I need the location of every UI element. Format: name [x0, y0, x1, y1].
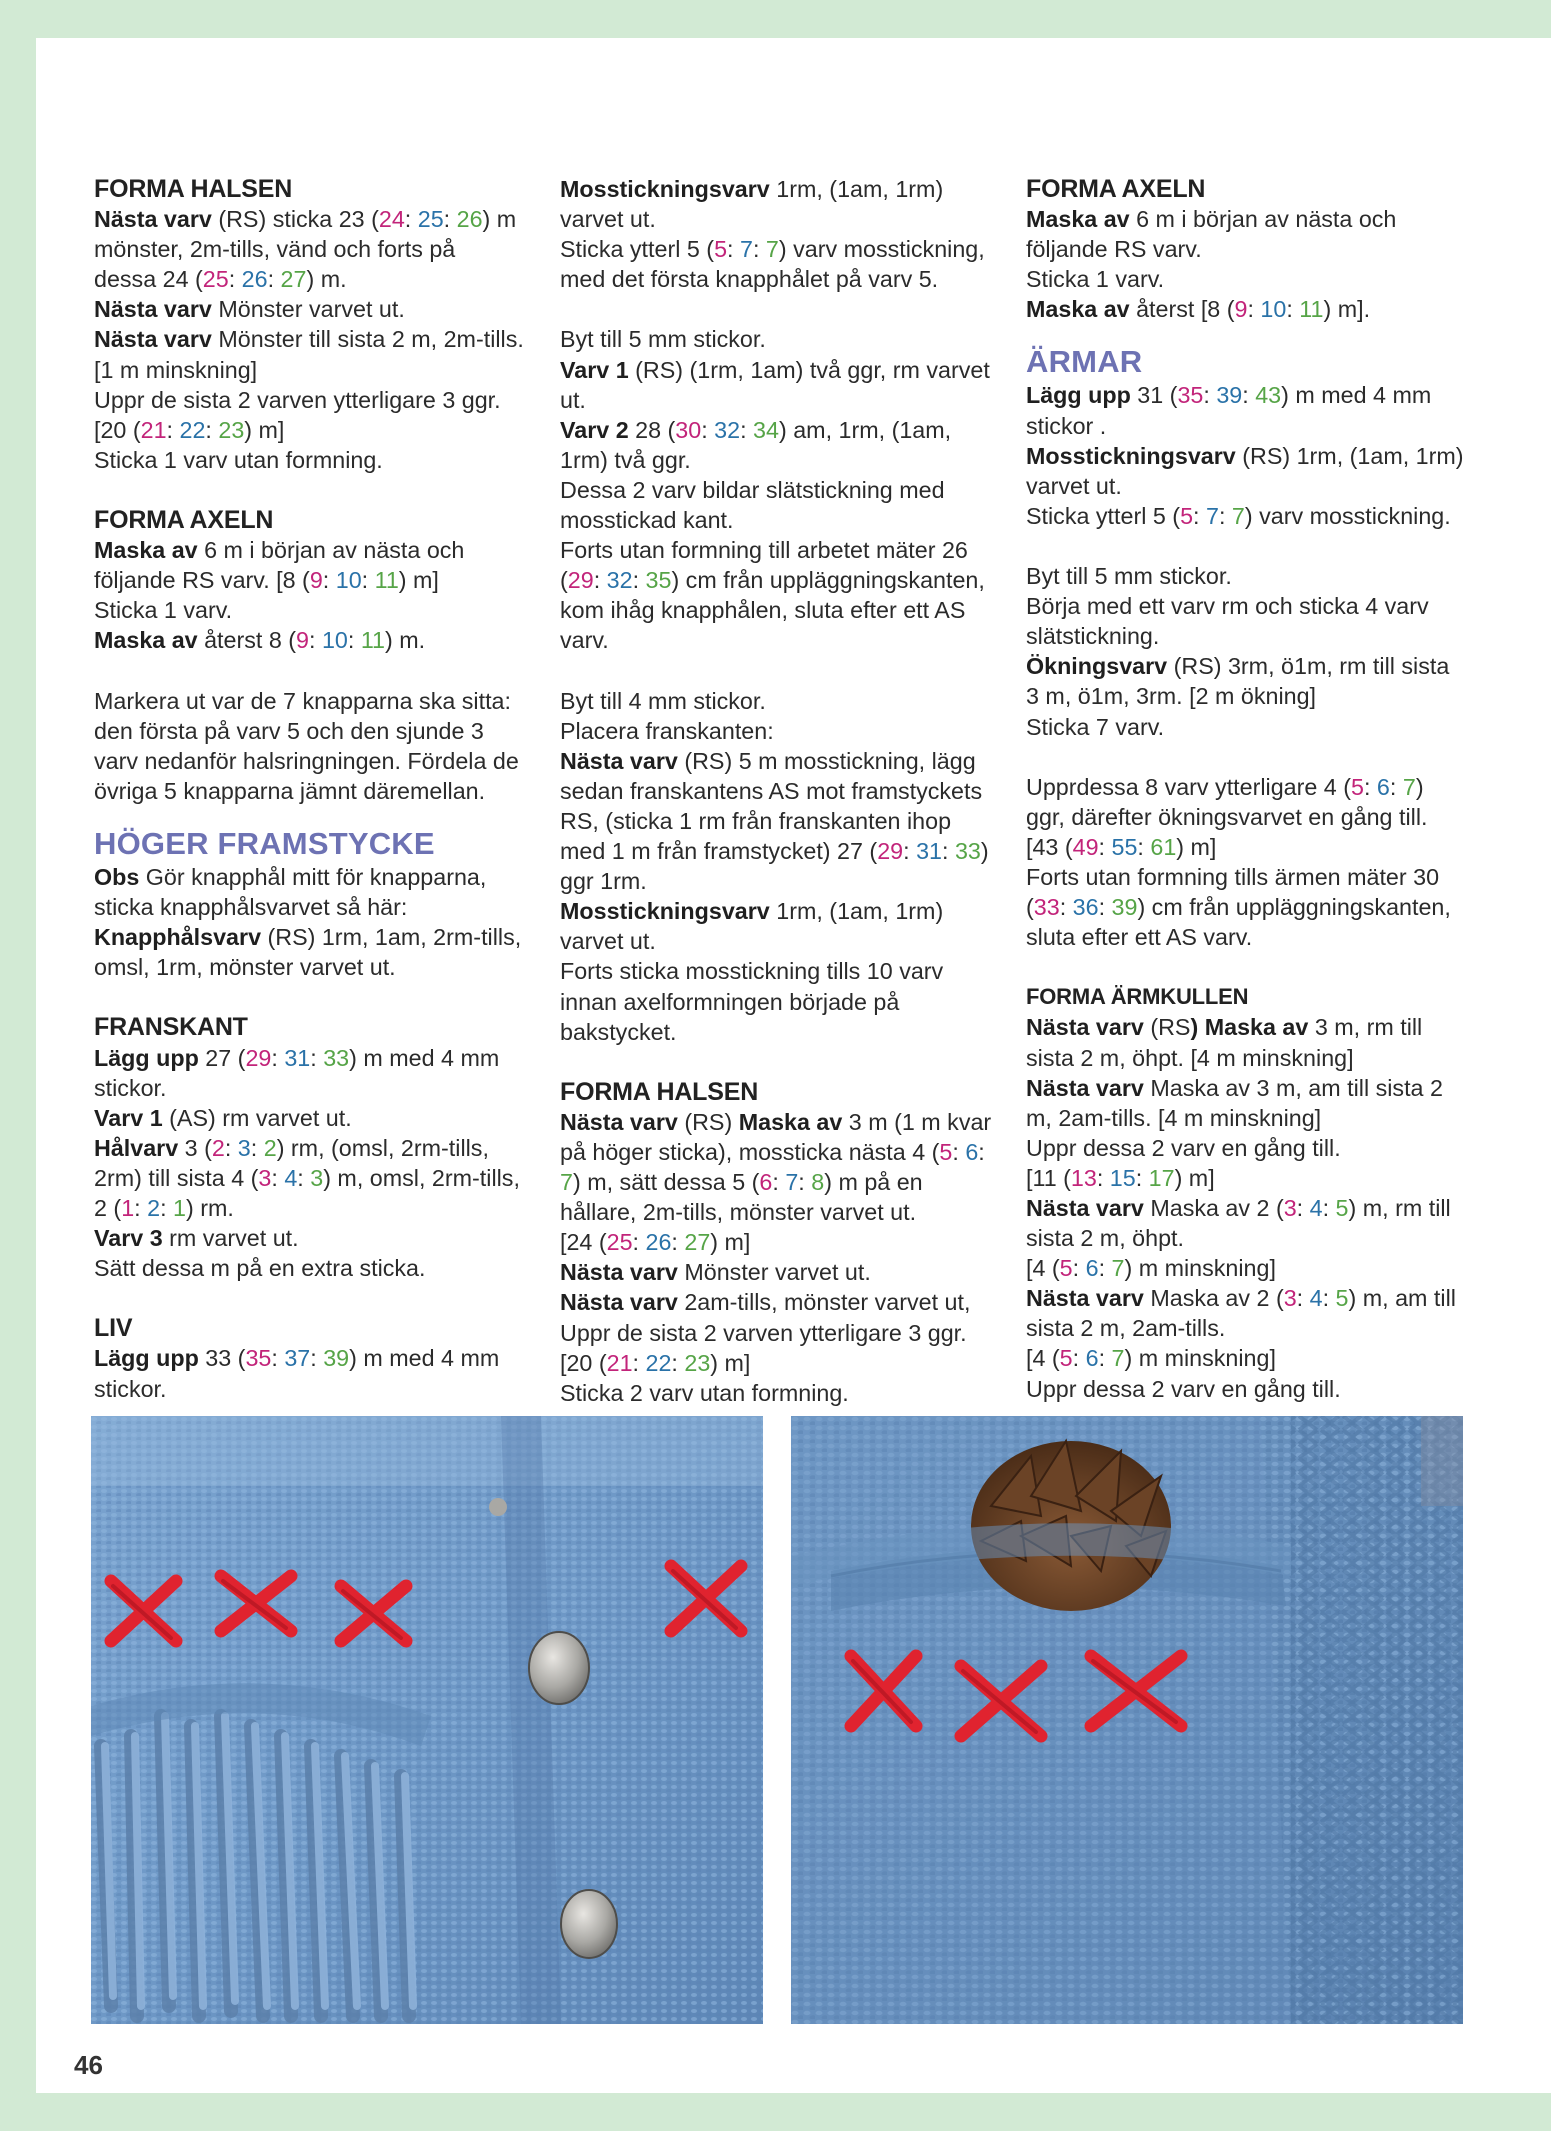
pattern-line: Sticka ytterl 5 (5: 7: 7) varv mosstickning. — [1026, 502, 1451, 529]
pattern-line: Maska av återst 8 (9: 10: 11) m. — [94, 627, 426, 654]
pattern-line: Sätt dessa m på en extra sticka. — [94, 1255, 426, 1282]
section-heading-forma-axeln-2: FORMA AXELN — [1026, 175, 1206, 203]
pattern-line: sticka knapphålsvarvet så här: — [94, 894, 408, 921]
pattern-line: sedan franskantens AS mot framstyckets — [560, 777, 983, 804]
pattern-line: (33: 36: 39) cm från uppläggningskanten, — [1026, 894, 1451, 921]
pattern-line: Sticka 1 varv utan formning. — [94, 446, 383, 473]
pattern-line: Börja med ett varv rm och sticka 4 varv — [1026, 593, 1429, 620]
pattern-line: Nästa varv Mönster varvet ut. — [94, 296, 405, 323]
pattern-line: Nästa varv (RS) 5 m mosstickning, lägg — [560, 747, 976, 774]
pattern-line: Placera franskanten: — [560, 717, 774, 744]
pattern-line: den första på varv 5 och den sjunde 3 — [94, 717, 484, 744]
pattern-line: sista 2 m, öhpt. — [1026, 1225, 1184, 1252]
pattern-line: följande RS varv. [8 (9: 10: 11) m] — [94, 567, 439, 594]
pattern-line: [20 (21: 22: 23) m] — [560, 1349, 751, 1376]
pattern-line: Sticka ytterl 5 (5: 7: 7) varv mosstickning, — [560, 236, 985, 263]
pattern-line: [4 (5: 6: 7) m minskning] — [1026, 1255, 1276, 1282]
pattern-line: Knapphålsvarv (RS) 1rm, 1am, 2rm-tills, — [94, 924, 522, 951]
pattern-line: Uppr de sista 2 varven ytterligare 3 ggr. — [94, 386, 501, 413]
pattern-line: Nästa varv Maska av 3 m, am till sista 2 — [1026, 1074, 1443, 1101]
pattern-line: sluta efter ett AS varv. — [1026, 924, 1253, 951]
pattern-line: Nästa varv (RS) Maska av 3 m, rm till — [1026, 1014, 1423, 1041]
pattern-line: Sticka 1 varv. — [94, 597, 233, 624]
column-1 — [94, 174, 534, 1404]
pattern-line: Forts utan formning tills ärmen mäter 30 — [1026, 863, 1440, 890]
pattern-line: med 1 m från framstycket) 27 (29: 31: 33) — [560, 838, 989, 865]
pattern-line: Maska av 6 m i början av nästa och — [94, 537, 465, 564]
pattern-line: Lägg upp 33 (35: 37: 39) m med 4 mm — [94, 1345, 500, 1372]
section-heading-forma-halsen: FORMA HALSEN — [94, 175, 293, 203]
pattern-line: 7) m, sätt dessa 5 (6: 7: 8) m på en — [560, 1169, 923, 1196]
pattern-line: Forts utan formning till arbetet mäter 26 — [560, 537, 968, 564]
section-heading-franskant: FRANSKANT — [94, 1013, 248, 1042]
pattern-line: slätstickning. — [1026, 623, 1160, 650]
pattern-line: varvet ut. — [1026, 472, 1122, 499]
column-3 — [1026, 174, 1506, 1404]
page-number: 46 — [74, 2050, 103, 2080]
pattern-line: Nästa varv Mönster varvet ut. — [560, 1259, 871, 1286]
pattern-line: Nästa varv Maska av 2 (3: 4: 5) m, rm till — [1026, 1195, 1451, 1221]
pattern-line: Maska av 6 m i början av nästa och — [1026, 206, 1397, 233]
pattern-line: varv. — [560, 627, 609, 654]
pattern-line: Sticka 1 varv. — [1026, 266, 1165, 293]
pattern-line: Lägg upp 31 (35: 39: 43) m med 4 mm — [1026, 382, 1432, 409]
pattern-line: mönster, 2m-tills, vänd och forts på — [94, 236, 456, 263]
pattern-line: 2 (1: 2: 1) rm. — [94, 1195, 234, 1221]
pattern-line: omsl, 1rm, mönster varvet ut. — [94, 954, 396, 981]
pattern-line: Mosstickningsvarv 1rm, (1am, 1rm) — [560, 176, 944, 202]
pattern-page — [36, 38, 1551, 2093]
pattern-line: kom ihåg knapphålen, sluta efter ett AS — [560, 597, 966, 624]
pattern-line: Hålvarv 3 (2: 3: 2) rm, (omsl, 2rm-tills, — [94, 1134, 489, 1161]
pattern-line: Maska av återst [8 (9: 10: 11) m]. — [1026, 296, 1371, 323]
pattern-line: Uppr dessa 2 varv en gång till. — [1026, 1134, 1341, 1161]
pattern-line: sista 2 m, 2am-tills. — [1026, 1315, 1226, 1342]
pattern-line: [4 (5: 6: 7) m minskning] — [1026, 1345, 1276, 1372]
photo-pocket-pinecone — [791, 1416, 1463, 2024]
pattern-line: sista 2 m, öhpt. [4 m minskning] — [1026, 1044, 1354, 1071]
column-2 — [560, 174, 1010, 1408]
pattern-line: Uppr de sista 2 varven ytterligare 3 ggr. — [560, 1319, 967, 1346]
pattern-line: m, 2am-tills. [4 m minskning] — [1026, 1104, 1322, 1131]
section-heading-forma-halsen-2: FORMA HALSEN — [560, 1077, 759, 1106]
pattern-line: Varv 2 28 (30: 32: 34) am, 1rm, (1am, — [560, 416, 952, 443]
section-heading-forma-armkullen: FORMA ÄRMKULLEN — [1026, 984, 1249, 1010]
pattern-line: Obs Gör knapphål mitt för knapparna, — [94, 863, 487, 890]
pattern-line: stickor. — [94, 1074, 167, 1101]
pattern-line: [1 m minskning] — [94, 356, 258, 383]
pattern-line: mosstickad kant. — [560, 507, 734, 534]
pattern-line: Uppr dessa 2 varv en gång till. — [1026, 1375, 1341, 1402]
pattern-line: ut. — [560, 386, 586, 413]
pattern-line: Ökningsvarv (RS) 3rm, ö1m, rm till sista — [1026, 653, 1450, 680]
pattern-line: Byt till 5 mm stickor. — [560, 326, 766, 353]
pattern-line: Nästa varv 2am-tills, mönster varvet ut, — [560, 1289, 971, 1316]
pattern-line: övriga 5 knapparna jämnt däremellan. — [94, 777, 486, 804]
pattern-line: Byt till 4 mm stickor. — [560, 687, 766, 714]
pattern-line: Sticka 2 varv utan formning. — [560, 1379, 849, 1406]
pattern-line: ggr, därefter ökningsvarvet en gång till. — [1026, 803, 1428, 830]
pattern-line: Byt till 5 mm stickor. — [1026, 563, 1232, 590]
pattern-line: Varv 3 rm varvet ut. — [94, 1225, 299, 1252]
pattern-line: [43 (49: 55: 61) m] — [1026, 833, 1217, 860]
pattern-line: innan axelformningen började på — [560, 988, 900, 1015]
pattern-line: bakstycket. — [560, 1018, 677, 1045]
pattern-line: med det första knapphålet på varv 5. — [560, 266, 939, 293]
pattern-line: Varv 1 (RS) (1rm, 1am) två ggr, rm varvet — [560, 356, 990, 383]
pattern-line: dessa 24 (25: 26: 27) m. — [94, 266, 347, 293]
section-heading-armar: ÄRMAR — [1026, 344, 1143, 380]
pattern-line: Lägg upp 27 (29: 31: 33) m med 4 mm — [94, 1044, 500, 1071]
pattern-line: [24 (25: 26: 27) m] — [560, 1229, 751, 1256]
pattern-line: Mosstickningsvarv 1rm, (1am, 1rm) — [560, 898, 944, 925]
pattern-line: [11 (13: 15: 17) m] — [1026, 1164, 1215, 1191]
pattern-line: Markera ut var de 7 knapparna ska sitta: — [94, 687, 511, 714]
pattern-line: Mosstickningsvarv (RS) 1rm, (1am, 1rm) — [1026, 442, 1464, 469]
pattern-line: 3 m, ö1m, 3rm. [2 m ökning] — [1026, 683, 1317, 710]
pattern-line: Nästa varv (RS) sticka 23 (24: 25: 26) m — [94, 206, 517, 233]
pattern-line: följande RS varv. — [1026, 236, 1202, 263]
pattern-line: Nästa varv Maska av 2 (3: 4: 5) m, am till — [1026, 1285, 1456, 1312]
pattern-line: Nästa varv Mönster till sista 2 m, 2m-tills. — [94, 326, 524, 353]
pattern-line: (29: 32: 35) cm från uppläggningskanten, — [560, 567, 985, 594]
pattern-line: Varv 1 (AS) rm varvet ut. — [94, 1104, 352, 1131]
pattern-line: varv nedanför halsringningen. Fördela de — [94, 747, 519, 774]
pattern-line: stickor . — [1026, 412, 1107, 439]
pattern-line: Nästa varv (RS) Maska av 3 m (1 m kvar — [560, 1108, 992, 1135]
pattern-line: på höger sticka), mossticka nästa 4 (5: 6: — [560, 1139, 985, 1165]
pattern-line: stickor. — [94, 1375, 167, 1402]
pattern-line: [20 (21: 22: 23) m] — [94, 416, 285, 443]
pattern-line: 1rm) två ggr. — [560, 446, 691, 473]
pattern-line: hållare, 2m-tills, mönster varvet ut. — [560, 1199, 917, 1226]
pattern-line: Forts sticka mosstickning tills 10 varv — [560, 958, 944, 985]
pattern-line: Sticka 7 varv. — [1026, 713, 1165, 740]
pattern-line: RS, (sticka 1 rm från franskanten ihop — [560, 807, 952, 834]
section-heading-hoger-framstycke: HÖGER FRAMSTYCKE — [94, 825, 435, 861]
section-heading-liv: LIV — [94, 1314, 133, 1343]
pattern-line: varvet ut. — [560, 206, 656, 233]
pattern-line: Dessa 2 varv bildar slätstickning med — [560, 476, 945, 503]
pattern-line: ggr 1rm. — [560, 868, 647, 895]
pattern-line: varvet ut. — [560, 928, 656, 955]
photo-cardigan-fringe — [91, 1416, 763, 2024]
pattern-line: 2rm) till sista 4 (3: 4: 3) m, omsl, 2rm-tills, — [94, 1164, 520, 1191]
section-heading-forma-axeln: FORMA AXELN — [94, 506, 274, 535]
pattern-line: Upprdessa 8 varv ytterligare 4 (5: 6: 7) — [1026, 773, 1424, 800]
